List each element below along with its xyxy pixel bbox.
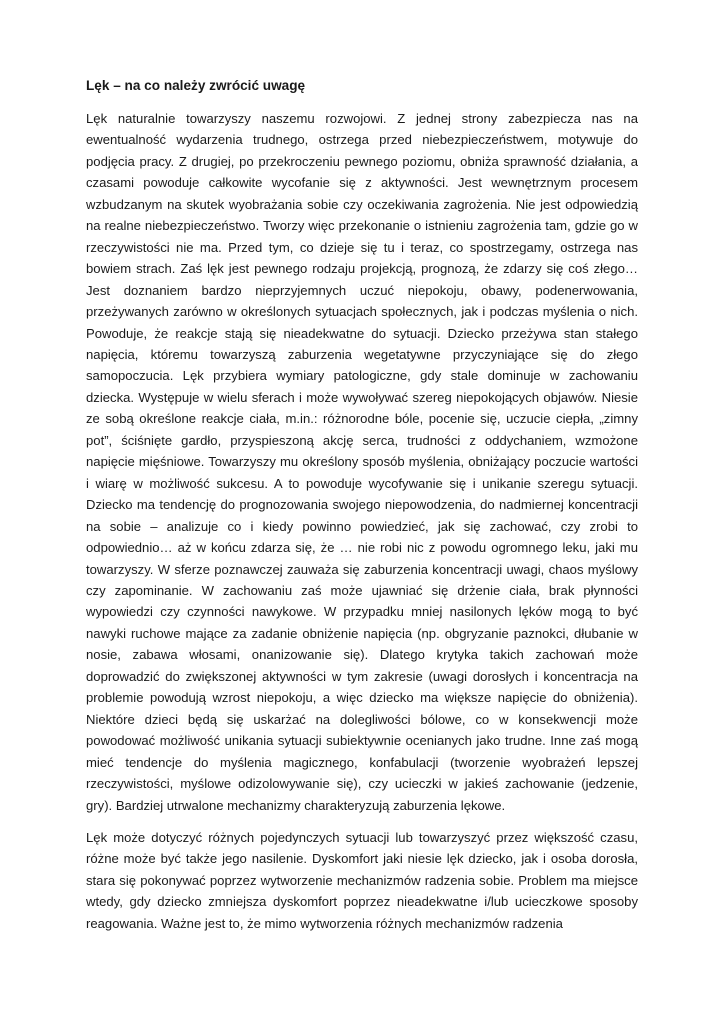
- document-title: Lęk – na co należy zwrócić uwagę: [86, 78, 306, 93]
- paragraph-1: Lęk naturalnie towarzyszy naszemu rozwojowi. Z jednej strony zabezpiecza nas na ewentualność wydarzenia trudnego, ostrzega przed niebezpieczeństwem, motywuje do podjęcia pracy. Z drugiej, po przekroczeniu pewnego poziomu, obniża sprawność działania, a czasami powoduje całkowite wycofanie się z aktywności. Jest wewnętrznym procesem wzbudzanym na skutek wyobrażania sobie czy oczekiwania zagrożenia. Nie jest odpowiedzią na realne niebezpieczeństwo. Tworzy więc przekonanie o istnieniu zagrożenia tam, gdzie go w rzeczywistości nie ma. Przed tym, co dzieje się tu i teraz, co spostrzegamy, ostrzega nas bowiem strach. Zaś lęk jest pewnego rodzaju projekcją, prognozą, że zdarzy się coś złego… Jest doznaniem bardzo nieprzyjemnych uczuć niepokoju, obawy, podenerwowania, przeżywanych zarówno w określonych sytuacjach społecznych, jak i podczas myślenia o nich. Powoduje, że reakcje stają się nieadekwatne do sytuacji. Dziecko przeżywa stan stałego napięcia, któremu towarzyszą zaburzenia wegetatywne przyczyniające się do złego samopoczucia. Lęk przybiera wymiary patologiczne, gdy stale dominuje w zachowaniu dziecka. Występuje w wielu sferach i może wywoływać szereg niepokojących objawów. Niesie ze sobą określone reakcje ciała, m.in.: różnorodne bóle, pocenie się, uczucie ciepła, „zimny pot”, ściśnięte gardło, przyspieszoną akcję serca, trudności z oddychaniem, wzmożone napięcie mięśniowe. Towarzyszy mu określony sposób myślenia, obniżający poczucie wartości i wiarę w możliwość sukcesu. A to powoduje wycofywanie się i unikanie szeregu sytuacji. Dziecko ma tendencję do prognozowania swojego niepowodzenia, do nadmiernej koncentracji na sobie – analizuje co i kiedy powinno powiedzieć, jak się zachować, czy zrobi to odpowiednio… aż w końcu zdarza się, że … nie robi nic z powodu ogromnego leku, jaki mu towarzyszy. W sferze poznawczej zauważa się zaburzenia koncentracji uwagi, chaos myślowy czy zapominanie. W zachowaniu zaś może ujawniać się drżenie ciała, brak płynności wypowiedzi czy czynności nawykowe. W przypadku mniej nasilonych lęków mogą to być nawyki ruchowe mające za zadanie obniżenie napięcia (np. obgryzanie paznokci, dłubanie w nosie, zabawa włosami, onanizowanie się). Dlatego krytyka takich zachowań może doprowadzić do zwiększonej aktywności w tym zakresie (uwagi dorosłych i koncentracja na problemie powodują wzrost niepokoju, a więc dziecko ma większe napięcie do obniżenia). Niektóre dzieci będą się uskarżać na dolegliwości bólowe, co w konsekwencji może powodować możliwość unikania sytuacji subiektywnie ocenianych jako trudne. Inne zaś mogą mieć tendencje do myślenia magicznego, konfabulacji (tworzenie wyobrażeń lepszej rzeczywistości, myślowe odizolowywanie się), czy ucieczki w jakieś zachowanie (jedzenie, gry). Bardziej utrwalone mechanizmy charakteryzują zaburzenia lękowe.: [86, 111, 638, 813]
- paragraph-2: Lęk może dotyczyć różnych pojedynczych sytuacji lub towarzyszyć przez większość czasu, różne może być także jego nasilenie. Dyskomfort jaki niesie lęk dziecko, jak i osoba dorosła, stara się pokonywać poprzez wytworzenie mechanizmów radzenia sobie. Problem ma miejsce wtedy, gdy dziecko zmniejsza dyskomfort poprzez nieadekwatne i/lub ucieczkowe sposoby reagowania. Ważne jest to, że mimo wytworzenia różnych mechanizmów radzenia: [86, 829, 638, 931]
- document-page: [86, 76, 638, 945]
